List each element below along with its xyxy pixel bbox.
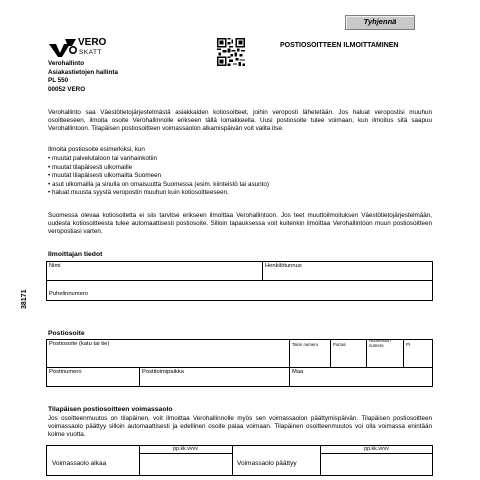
divider [46, 367, 433, 368]
address-line: PL 550 [48, 77, 69, 84]
personal-id-label: Henkilötunnus [265, 263, 302, 269]
divider [330, 339, 331, 367]
validity-start-label: Voimassaolo alkaa [52, 460, 107, 467]
list-item: • haluat muusta syystä veropostin muuhun kuin kotiosoitteeseen. [48, 189, 229, 197]
stair-label: Porras [333, 342, 346, 347]
postcode-field[interactable] [49, 376, 136, 385]
apartment-number-label: Huoneiston numero [369, 338, 391, 348]
country-label: Maa [292, 369, 304, 375]
country-field[interactable] [292, 376, 431, 385]
validity-paragraph: Jos osoitteenmuutos on tilapäinen, voit ilmoittaa Verohallinnolle myös sen voimassaolon päättymispäivän. Tilapäisen postiosoitteen voimassaolo päättyy silloin automaattisesti ja edellinen osoite palaa voimaan. Tilapäinen osoitteenmuutos voi olla voimassa enintään kolme vuotta. [48, 415, 432, 439]
house-number-field[interactable] [292, 354, 328, 364]
date-format-hint: pp.kk.vvvv [364, 446, 389, 452]
street-field[interactable] [49, 354, 286, 364]
examples-list [48, 155, 432, 198]
list-item: • muutat tilapäisesti ulkomailta Suomeen [48, 172, 162, 180]
name-label: Nimi [49, 263, 61, 269]
postal-section-heading: Postiosoite [48, 330, 85, 337]
logo-vero-text: VERO [78, 37, 107, 48]
note-paragraph: Suomessa olevaa kotiosoitetta ei siis tarvitse erikseen ilmoittaa Verohallintoon. Jos teet muuttoilmoituksen Väestötietojärjestelmään, uudesta kotiosoitteesta tulee automaattisesti postiosoite. Silloin tapauksessa voit kuitenkin ilmoittaa Verohallintoon muun postiosoitteen veropostiasi varten. [48, 212, 432, 236]
phone-field[interactable] [115, 290, 430, 299]
divider [403, 339, 404, 367]
stair-field[interactable] [333, 354, 364, 364]
address-line: 00052 VERO [48, 85, 86, 93]
date-format-hint: pp.kk.vvvv [173, 446, 198, 452]
validity-end-label: Voimassaolo päättyy [237, 460, 297, 467]
divider [46, 280, 433, 281]
street-label: Postiosoite (katu tai tie) [49, 341, 110, 347]
postcode-label: Postinumero [49, 369, 82, 375]
divider [262, 261, 263, 281]
form-code: 38171 [21, 289, 28, 309]
recipient-address [48, 60, 118, 94]
divider [320, 453, 433, 454]
validity-section-heading: Tilapäisen postiosoitteen voimassaolo [48, 406, 173, 413]
notifier-section-heading: Ilmoittajan tiedot [48, 251, 103, 258]
phone-label: Puhelinnumero [49, 291, 88, 297]
qr-code-icon [217, 38, 245, 66]
divider [139, 453, 232, 454]
validity-start-date-field[interactable] [142, 458, 229, 470]
list-item: • muutat palvelutaloon tai vanhainkotiin [48, 155, 157, 162]
validity-end-date-field[interactable] [323, 458, 430, 470]
logo-skatt-text: SKATT [79, 49, 102, 56]
divider [232, 445, 233, 476]
personal-id-field[interactable] [265, 270, 430, 279]
name-field[interactable] [49, 270, 259, 279]
divider [289, 367, 290, 387]
divider [289, 339, 290, 367]
city-field[interactable] [142, 376, 286, 385]
po-box-label: Pl [406, 342, 410, 347]
clear-form-button[interactable]: Tyhjennä [345, 15, 415, 30]
po-box-field[interactable] [406, 354, 431, 364]
divider [139, 367, 140, 387]
city-label: Postitoimipaikka [142, 369, 184, 375]
list-item: • asut ulkomailla ja sinulla on omaisuutta Suomessa (esim. kiinteistö tai asunto) [48, 180, 269, 188]
address-line: Verohallinto [48, 60, 85, 67]
list-item: • muutat tilapäisesti ulkomaille [48, 163, 133, 171]
divider [366, 339, 367, 367]
intro-paragraph: Verohallinto saa Väestötietojärjestelmästä asiakkaiden kotiosoitteet, joihin veroposti lähetetään. Jos haluat veropostisi muuhun osoitteeseen, ilmoita osoite Verohallinnolle erikseen tällä lomakkeella. Uusi postiosoite tulee voimaan, kun ilmoitus sitä saapuu Verohallintoon. Tilapäisen postiosoitteen voimassaolon alkamispäivän voit valita itse. [48, 109, 432, 133]
examples-heading: Ilmoita postiosoite esimerkiksi, kun [48, 146, 145, 153]
address-line: Asiakastietojen hallinta [48, 68, 118, 76]
house-number-label: Talon numero [292, 342, 319, 347]
apartment-number-field[interactable] [369, 354, 401, 364]
form-title: POSTIOSOITTEEN ILMOITTAMINEN [280, 42, 399, 49]
